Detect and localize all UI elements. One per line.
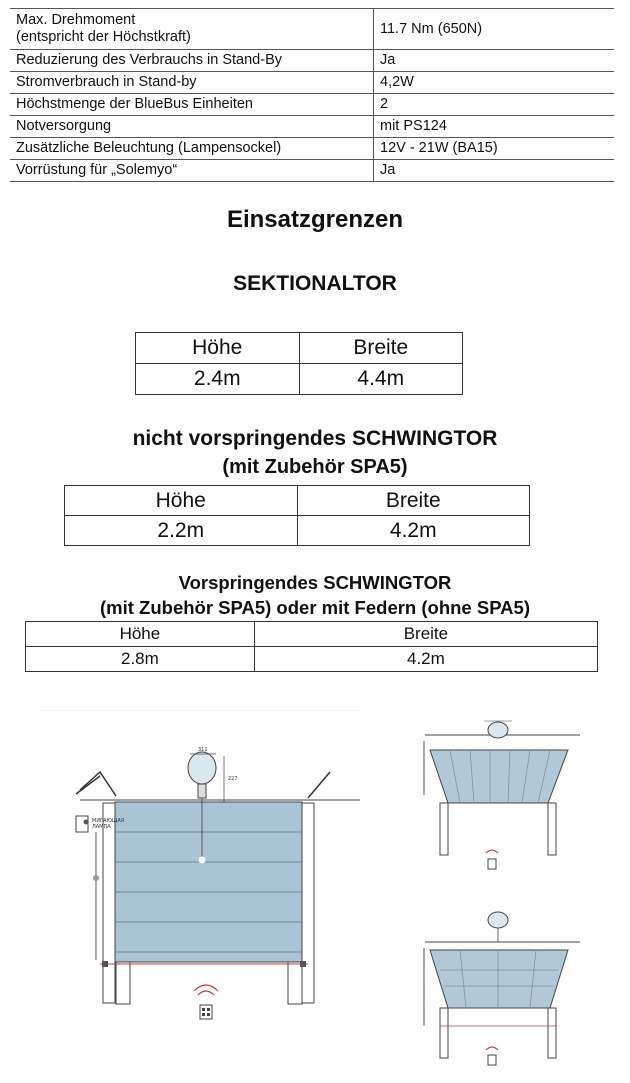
spec-value: 11.7 Nm (650N) (374, 9, 615, 50)
table-header-row (65, 486, 530, 516)
spec-row (10, 138, 614, 160)
spec-row (10, 160, 614, 182)
spec-row (10, 94, 614, 116)
swing-door-drawing (400, 715, 600, 875)
projecting-door-title-line1: Vorspringendes SCHWINGTOR (178, 572, 452, 593)
height-header: Höhe (136, 333, 300, 364)
spec-label: Reduzierung des Verbrauchs in Stand-By (10, 50, 374, 72)
spec-label (10, 9, 374, 50)
width-header: Breite (297, 486, 530, 516)
spec-label: Zusätzliche Beleuchtung (Lampensockel) (10, 138, 374, 160)
spec-label: Notversorgung (10, 116, 374, 138)
spec-label-line2: (entspricht der Höchstkraft) (16, 29, 191, 45)
spec-value: 12V - 21W (BA15) (374, 138, 615, 160)
height-value: 2.8m (26, 647, 255, 672)
motor-height-label: 227 (228, 776, 238, 782)
lamp-label-line1: МИГАЮЩАЯ (92, 818, 125, 824)
spec-table (10, 8, 614, 182)
section-heading: Einsatzgrenzen (226, 206, 404, 233)
width-header: Breite (299, 333, 463, 364)
table-row (65, 516, 530, 546)
spec-row (10, 72, 614, 94)
swing-door-table (64, 485, 530, 546)
spec-row (10, 116, 614, 138)
projecting-door-drawing (400, 900, 600, 1070)
table-row (136, 364, 463, 395)
projecting-door-table (25, 621, 598, 672)
spec-label-line1: Max. Drehmoment (16, 12, 136, 28)
spec-value: Ja (374, 160, 615, 182)
sectional-door-drawing (40, 710, 360, 1070)
table-header-row (26, 622, 598, 647)
motor-width-label: 311 (198, 747, 208, 753)
table-header-row (136, 333, 463, 364)
width-value: 4.2m (297, 516, 530, 546)
spec-label: Vorrüstung für „Solemyo“ (10, 160, 374, 182)
height-header: Höhe (65, 486, 298, 516)
swing-door-title-line1: nicht vorspringendes SCHWINGTOR (132, 427, 498, 450)
spec-value: 2 (374, 94, 615, 116)
spec-value: Ja (374, 50, 615, 72)
sectional-door-title: SEKTIONALTOR (233, 272, 397, 295)
height-header: Höhe (26, 622, 255, 647)
height-value: 2.4m (136, 364, 300, 395)
sectional-door-table (135, 332, 463, 395)
width-value: 4.2m (254, 647, 597, 672)
swing-door-title-line2: (mit Zubehör SPA5) (222, 456, 408, 478)
width-header: Breite (254, 622, 597, 647)
spec-value: 4,2W (374, 72, 615, 94)
width-value: 4.4m (299, 364, 463, 395)
spec-row (10, 9, 614, 50)
lamp-label-line2: ЛАМПА (92, 824, 111, 830)
spec-row (10, 50, 614, 72)
table-row (26, 647, 598, 672)
spec-label: Höchstmenge der BlueBus Einheiten (10, 94, 374, 116)
projecting-door-title-line2: (mit Zubehör SPA5) oder mit Federn (ohne SPA5) (100, 597, 530, 618)
spec-label: Stromverbrauch in Stand-by (10, 72, 374, 94)
spec-value: mit PS124 (374, 116, 615, 138)
height-value: 2.2m (65, 516, 298, 546)
